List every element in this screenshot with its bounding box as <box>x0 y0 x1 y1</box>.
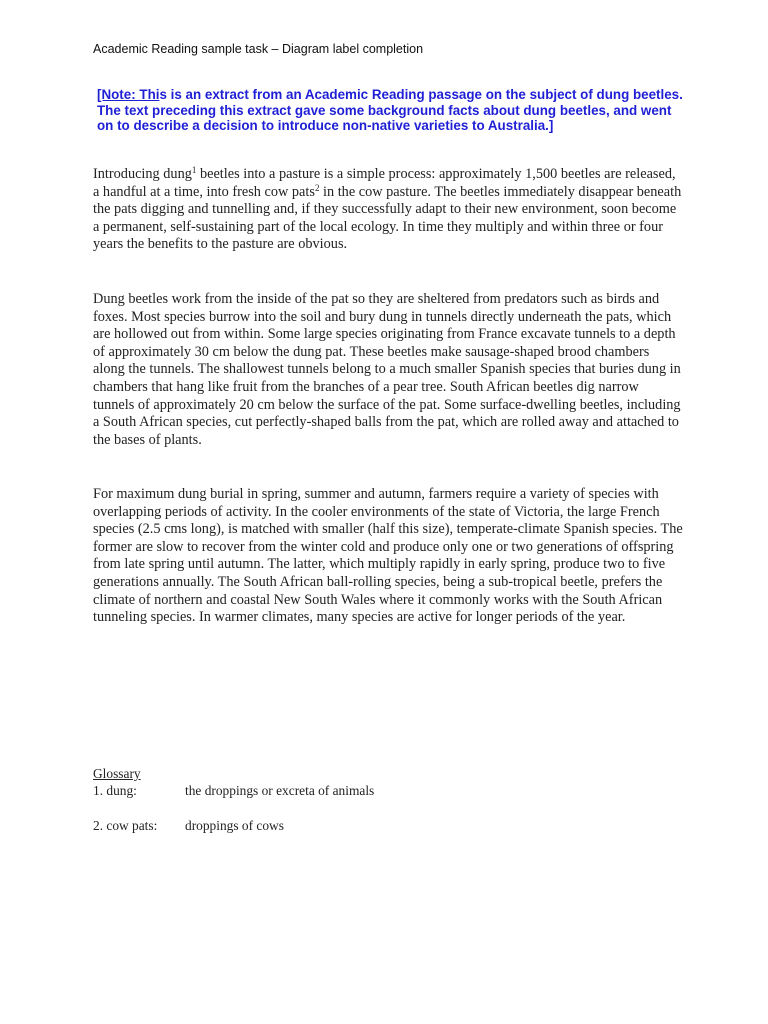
paragraph-3: For maximum dung burial in spring, summer and autumn, farmers require a variety of species with overlapping periods of activity. In the cooler environments of the state of Victoria, the large French species (2.5 cms long), is matched with smaller (half this size), temperate-climate Spanish species. The former are slow to recover from the winter cold and produce only one or two generations of offspring from late spring until autumn. The latter, which multiply rapidly in early spring, produce two to five generations annually. The South African ball-rolling species, being a sub-tropical beetle, prefers the climate of northern and coastal New South Wales where it commonly works with the South African tunneling species. In warmer climates, many species are active for longer periods of the year. <box>93 486 683 626</box>
footnote-1-marker: 1 <box>191 165 197 175</box>
paragraph-1 <box>93 166 683 254</box>
glossary-term: 1. dung: <box>93 783 137 798</box>
paragraph-1-part-a: Introducing dung <box>93 166 192 182</box>
glossary-definition: the droppings or excreta of animals <box>185 783 375 798</box>
note-text: s is an extract from an Academic Reading passage on the subject of dung beetles. The text preceding this extract gave some background facts about dung beetles, and went on to describe a decision to introduce non-native varieties to Australia.] <box>97 87 683 133</box>
paragraph-1-part-c: in the cow pasture. The beetles immediately disappear beneath the pats digging and tunnelling and, if they successfully adapt to their new environment, soon become a permanent, self-sustaining part of the local ecology. In time they multiply and within three or four years the benefits to the pasture are obvious. <box>93 183 682 253</box>
note-lead: [Note: Thi <box>97 87 160 102</box>
glossary-title: Glossary <box>93 766 141 781</box>
page-header: Academic Reading sample task – Diagram label completion <box>93 42 424 56</box>
editor-note <box>93 87 683 134</box>
glossary-term: 2. cow pats: <box>93 818 158 833</box>
paragraph-2: Dung beetles work from the inside of the pat so they are sheltered from predators such as birds and foxes. Most species burrow into the soil and bury dung in tunnels directly underneath the pats, which are hollowed out from within. Some large species originating from France excavate tunnels to a depth of approximately 30 cm below the dung pat. These beetles make sausage-shaped brood chambers along the tunnels. The shallowest tunnels belong to a much smaller Spanish species that buries dung in chambers that hang like fruit from the branches of a pear tree. South African beetles dig narrow tunnels of approximately 20 cm below the surface of the pat. Some surface-dwelling beetles, including a South African species, cut perfectly-shaped balls from the pat, which are rolled away and attached to the bases of plants. <box>93 291 681 448</box>
glossary-definition: droppings of cows <box>185 818 284 833</box>
footnote-2-marker: 2 <box>314 182 320 193</box>
paragraph-1-part-b: beetles into a pasture is a simple process: approximately 1,500 beetles are released, a handful at a time, into fresh cow pats <box>93 166 676 200</box>
